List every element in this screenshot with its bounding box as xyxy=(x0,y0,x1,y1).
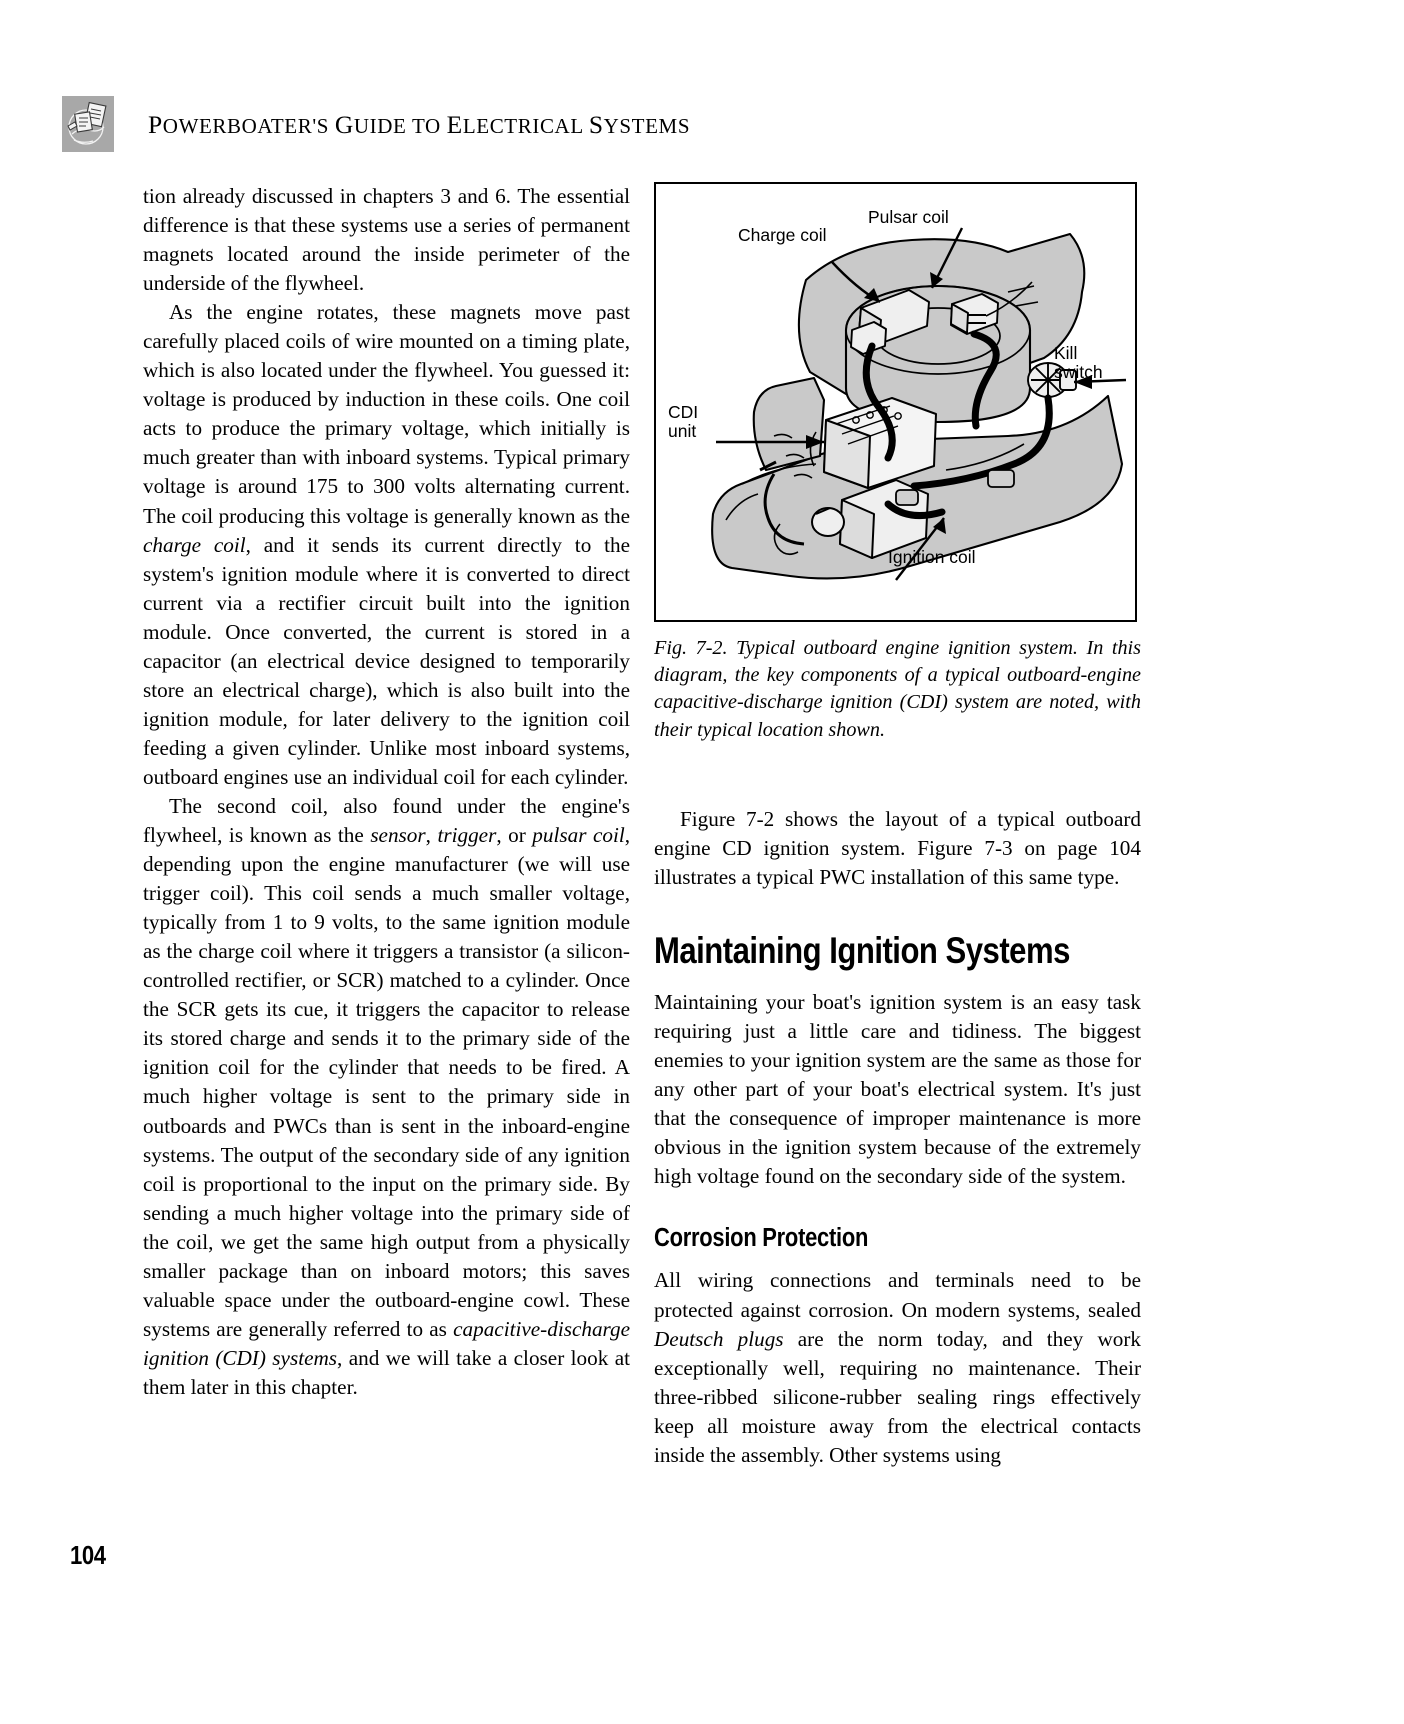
kill-switch-label: Kill switch xyxy=(1054,343,1103,382)
paragraph-maintaining-body: Maintaining your boat's ignition system is an easy task requiring just a little care and tidiness. The biggest enemies to your ignition system are the same as those for any other part of your boat's electrical system. It's just that the consequence of improper maintenance is more obvious in the ignition system because of the extremely high voltage found on the secondary side of the system. xyxy=(654,990,1141,1189)
term-pulsar-coil: pulsar coil xyxy=(532,823,625,848)
term-deutsch-plugs: Deutsch plugs xyxy=(654,1326,784,1351)
heading-corrosion-protection: Corrosion Protection xyxy=(654,1224,869,1253)
term-trigger: trigger xyxy=(437,823,497,848)
ignition-coil-label: Ignition coil xyxy=(888,547,976,567)
figure-7-2 xyxy=(654,182,1141,744)
right-text-column xyxy=(654,805,1141,1470)
figure-caption: Fig. 7-2. Typical outboard engine ignition system. In this diagram, the key components of a typical outboard-engine capacitive-discharge ignition (CDI) system are noted, with their typical location shown. xyxy=(654,637,1141,741)
charge-coil-label: Charge coil xyxy=(738,225,827,245)
heading-maintaining-ignition-systems: Maintaining Ignition Systems xyxy=(654,930,1070,972)
cdi-unit-label: CDI unit xyxy=(668,402,699,441)
paragraph-figure-reference: Figure 7-2 shows the layout of a typical outboard engine CD ignition system. Figure 7-3 on page 104 illustrates a typical PWC installation of this same type. xyxy=(654,807,1141,890)
book-series-logo xyxy=(62,96,114,152)
paragraph-engine-rotates: As the engine rotates, these magnets move past carefully placed coils of wire mounted on a timing plate, which is also located under the flywheel. You guessed it: voltage is produced by induction in these coils. One coil acts to produce the primary voltage, which initially is much greater than with inboard systems. Typical primary voltage is around 175 to 300 volts alternating current. The coil producing this voltage is generally known as the charge coil, and it sends its current directly to the system's ignition module where it is converted to direct current via a rectifier circuit built into the ignition module. Once converted, the current is stored in a capacitor (an electrical device designed to temporarily store an electrical charge), which is also built into the ignition module, for later delivery to the ignition coil feeding a given cylinder. Unlike most inboard systems, outboard engines use an individual coil for each cylinder. xyxy=(143,300,630,789)
term-charge-coil: charge coil xyxy=(143,532,246,557)
paragraph-corrosion-body: All wiring connections and terminals need to be protected against corrosion. On modern systems, sealed Deutsch plugs are the norm today, and they work exceptionally well, requiring no maintenance. Their three-ribbed silicone-rubber sealing rings effectively keep all moisture away from the electrical contacts inside the assembly. Other systems using xyxy=(654,1268,1142,1467)
running-head-title: POWERBOATER'S GUIDE TO ELECTRICAL SYSTEMS xyxy=(148,110,691,139)
figure-frame xyxy=(654,182,1137,622)
term-cdi: capacitive-discharge ignition (CDI) systems xyxy=(143,1316,630,1370)
term-sensor: sensor xyxy=(370,823,426,848)
paragraph-continuation: tion already discussed in chapters 3 and 6. The essential difference is that these systems use a series of permanent magnets located around the inside perimeter of the underside of the flywheel. xyxy=(143,184,630,296)
paragraph-second-coil: The second coil, also found under the engine's flywheel, is known as the sensor, trigger, or pulsar coil, depending upon the engine manufacturer (we will use trigger coil). This coil sends a much smaller voltage, typically from 1 to 9 volts, to the same ignition module as the charge coil where it triggers a transistor (a silicon-controlled rectifier, or SCR) matched to a cylinder. Once the SCR gets its cue, it triggers the capacitor to release its stored charge and sends it to the primary side of the ignition coil for the cylinder that needs to be fired. A much higher voltage is sent to the primary side in outboards and PWCs than is sent in the inboard-engine systems. The output of the secondary side of any ignition coil is proportional to the input on the primary side. By sending a much higher voltage into the primary side of the coil, we get the same high output from a physically smaller package than on inboard motors; this saves valuable space under the outboard-engine cowl. These systems are generally referred to as capacitive-discharge ignition (CDI) systems, and we will take a closer look at them later in this chapter. xyxy=(143,793,631,1399)
page-number: 104 xyxy=(70,1540,106,1570)
left-text-column xyxy=(143,182,630,1402)
pulsar-coil-label: Pulsar coil xyxy=(868,207,949,227)
running-head xyxy=(62,96,1142,154)
